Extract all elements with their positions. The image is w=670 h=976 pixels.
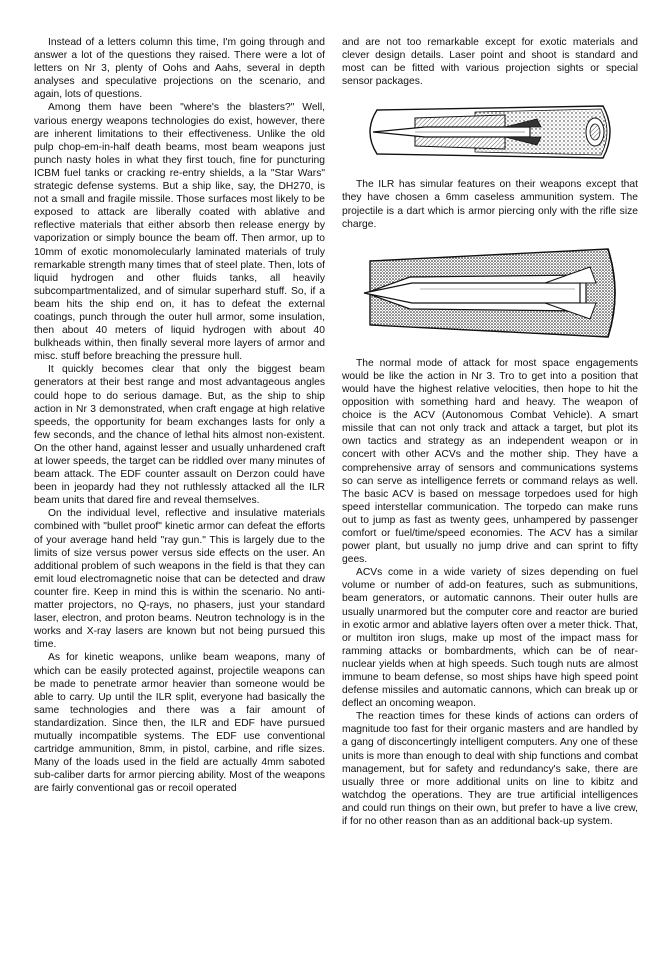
ilr-caseless-round-illustration (350, 239, 630, 347)
paragraph-beam-generators: It quickly becomes clear that only the biggest beam generators at their best range and most advantageous angles could hope to do serious damage. But, as the ship to ship action in Nr 3 demonstrated, when craft engage at high relative speeds, the opportunity for beam exchanges lasts for only a few seconds, and the chance of lethal hits almost non-existent. On the other hand, against lesser and usually unhardened craft at lower speeds, the target can be riddled over many minutes of beam attack. The EDF counter assault on Derzon could have been in jeopardy had they not ruthlessly attacked all the ILR beam units that dared fire and reveal themselves. (34, 364, 325, 507)
left-column (34, 36, 325, 795)
edf-cartridge-illustration (355, 96, 625, 168)
paragraph-reaction-times: The reaction times for these kinds of actions can orders of magnitude too fast for their organic masters and are handled by a gang of disconcertingly intelligent computers. Any one of these units is more than enough to deal with ship functions and combat management, but for safety and redundancy's sake, there are usually three or more additional units on line to kibitz and watchdog the operations. They are true artificial intelligences and could run things on their own, but prefer to have a live crew, if for no other reason than as an additional back-up system. (342, 711, 638, 828)
paragraph-continued: and are not too remarkable except for exotic materials and clever design details. Laser point and shoot is standard and most can be fitted with various projection sights or special sensor packages. (342, 37, 638, 88)
paragraph-space-attack: The normal mode of attack for most space engagements would be like the action in Nr 3. Tro to get into a position that would have the highest relative velocities, then hope to hit the opposition with something hard and heavy. The weapon of choice is the ACV (Autonomous Combat Vehicle). A smart missile that can not only track and attack a target, but plot its own tactics and strategy as an independent weapon or in concert with other ACVs and the mother ship. They have a comprehensive array of sensors and communications systems so can serve as intelligence ferrets or command relays as well. The basic ACV is based on message torpedoes used for high speed interstellar communication. The torpedo can make runs out to jump as fast as twenty gees, unhampered by passenger comfort or fuel/time/speed economies. The ACV has a similar power plant, but usually no jump drive and can sprint to fifty gees. (342, 357, 638, 566)
paragraph-intro: Instead of a letters column this time, I'm going through and answer a lot of the questions they raised. There were a lot of letters on Nr 3, plenty of Oohs and Aahs, several in depth analyses and speculative projections on the scenario, and again, lots of questions. (34, 37, 325, 101)
paragraph-individual-level: On the individual level, reflective and insulative materials combined with "bullet proof" kinetic armor can defeat the efforts of your average hand held "ray gun." This is largely due to the limits of size versus power versus side effects on the user. An additional problem of such weapons in the field is that they can emit loud electromagnetic noise that can be detected and draw counter fire. Keep in mind this is within the scenario. No anti-matter projectors, no Q-rays, no phasers, just your standard laser, electron, and proton beams. Neutron technology is in the works and X-ray lasers are known but not being pursued this time. (34, 508, 325, 651)
paragraph-acv-sizes: ACVs come in a wide variety of sizes depending on fuel volume or number of add-on features, such as submunitions, beam generators, or automatic cannons. Their outer hulls are usually unarmored but the computer core and reactor are buried in exotic armor and ablative layers often over a meter thick. That, or multiton iron slugs, make up most of the impact mass for ramming attacks or bombardments, which can be of near-nuclear yields when at high speeds. Such tough nuts are almost immune to beam defense, so most ships have high speed point defense missiles and automatic cannons, which can break up or deflect an oncoming weapon. (342, 567, 638, 710)
paragraph-energy-weapons: Among them have been "where's the blasters?" Well, various energy weapons technologies do exist, however, there are inherent limitations to their effectiveness. Unlike the old pulp chop-em-in-half death beams, most beam weapons just punch nasty holes in what they first touch, fine for puncturing ICBM fuel tanks or cracking re-entry shields, a la "Star Wars" strategic defense systems. But a ship like, say, the DH270, is not a small and fragile missile. Those surfaces most likely to be exposed to attack are liberally coated with ablative and reflective materials that either absorb then release energy by vaporization or simply bounce the beam off. Then armor, up to 10mm of exotic monomolecularly laminated materials of truly remarkable strength many times that of steel plate. Then, lots of liquid hydrogen and other fluids tanks, all heavily subcompartmentalized, and of simular superhard stuff. So, if a beam hits the ship end on, it has to defeat the external coatings, punch through the outer hull armor, some insulation, then about 40 meters of liquid hydrogen with about 40 bulkheads within, then finally several more layers of armor and misc. stuff before breaching the pressure hull. (34, 102, 325, 363)
paragraph-kinetic-weapons: As for kinetic weapons, unlike beam weapons, many of which can be easily protected against, projectile weapons can be made to penetrate armor heavier than someone would be able to carry. Up until the ILR split, everyone had basically the same technologies and there was a fair amount of standardization. Since then, the ILR and EDF have pursued mutually incompatible systems. The EDF use conventional cartridge ammunition, 8mm, in pistol, carbine, and rifle sizes. Many of the loads used in the field are actually 4mm saboted sub-caliber darts for armor piercing ability. Most of the weapons are fairly conventional gas or recoil operated (34, 652, 325, 795)
paragraph-ilr-weapons: The ILR has simular features on their weapons except that they have chosen a 6mm caseless ammunition system. The projectile is a dart which is armor piercing only with the rifle size charge. (342, 179, 638, 230)
right-column (342, 36, 638, 828)
